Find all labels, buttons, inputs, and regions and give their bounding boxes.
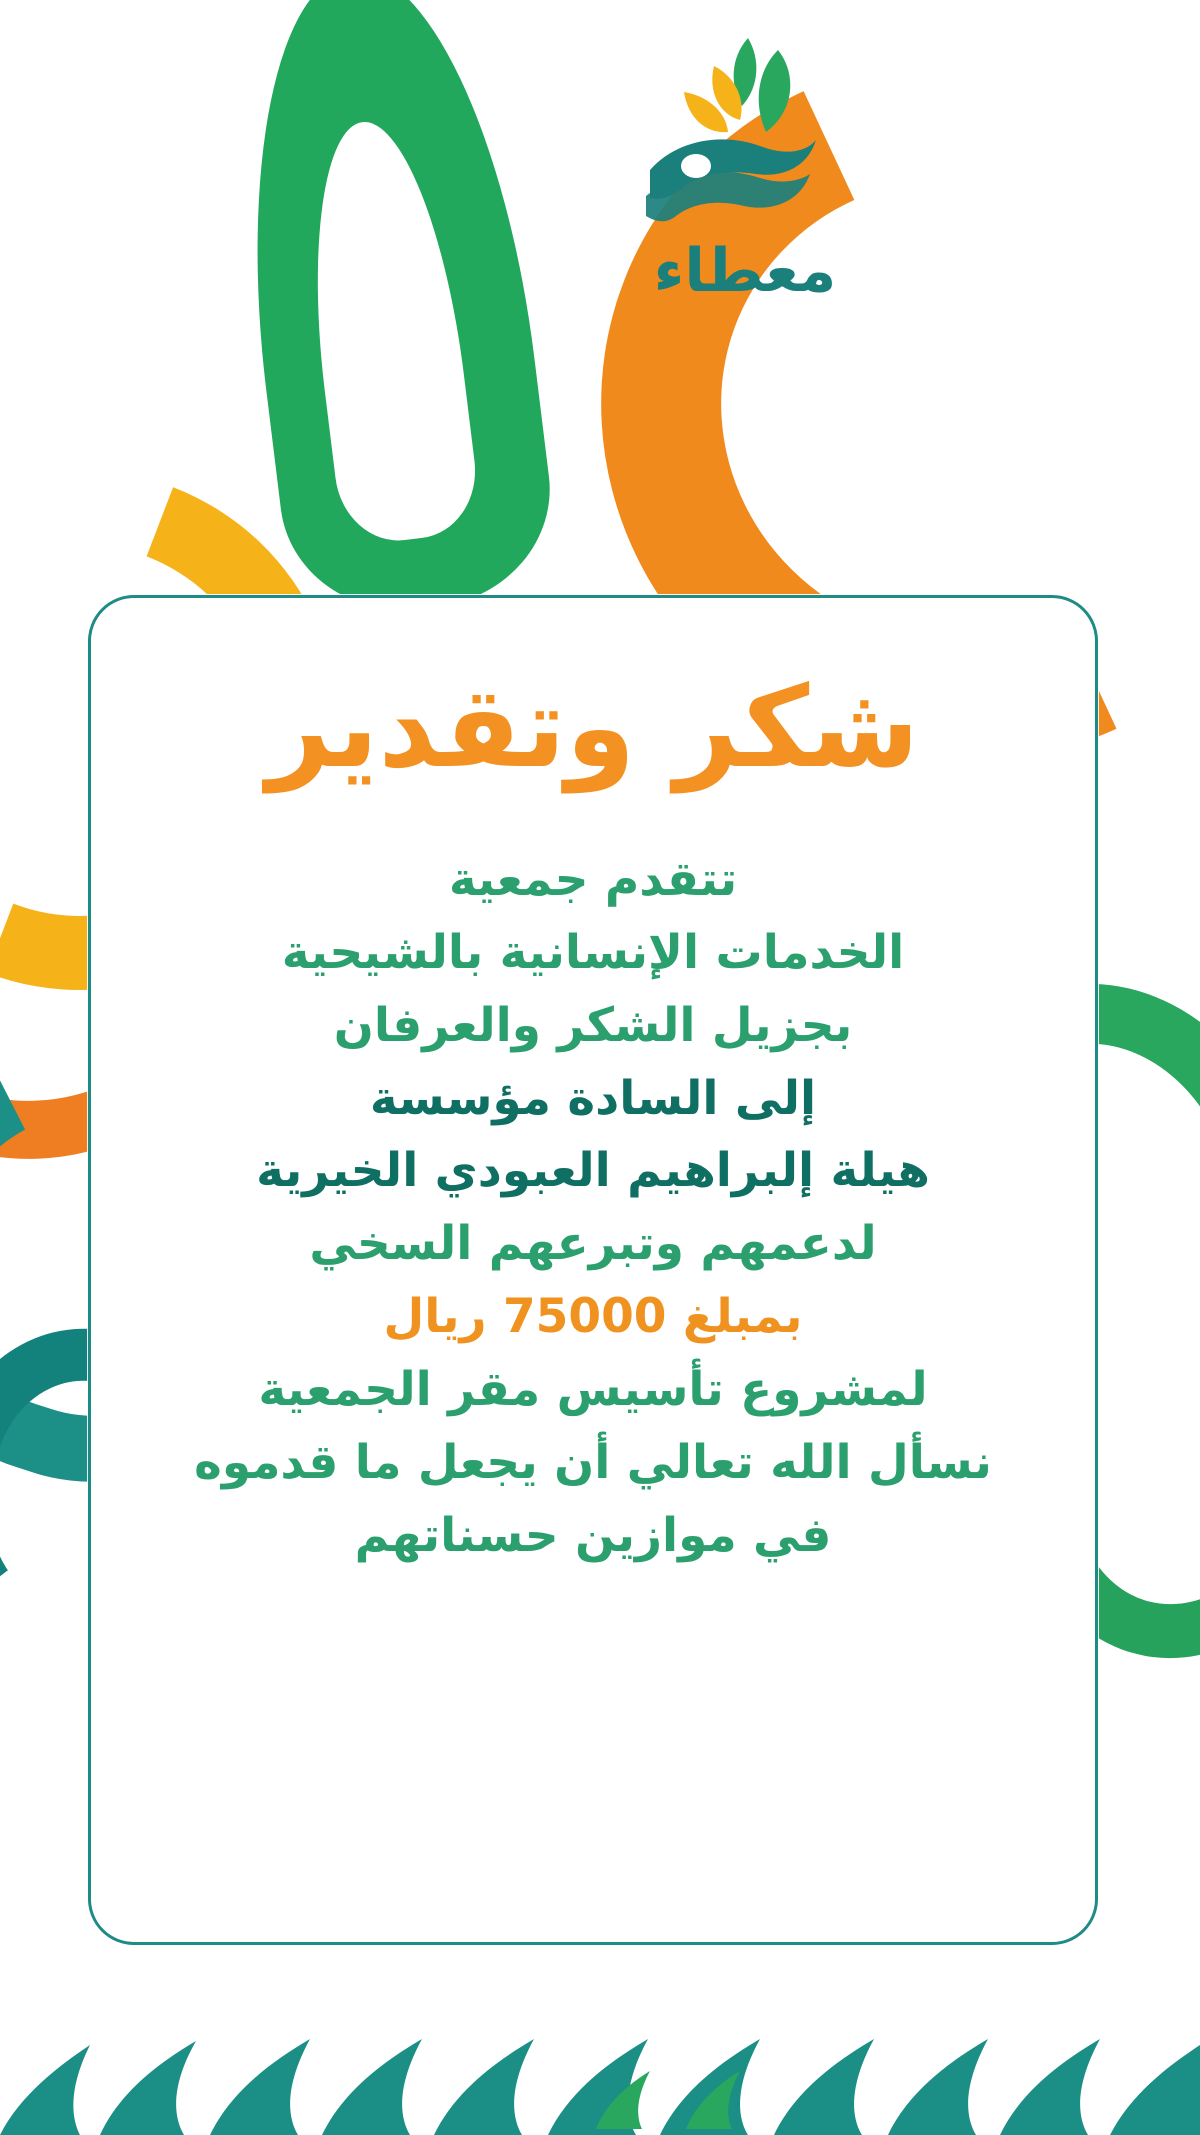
body-line-2: الخدمات الإنسانية بالشيحية	[281, 924, 905, 980]
logo-wordmark: معطاء	[653, 236, 837, 306]
body-line-5: هيلة إلبراهيم العبودي الخيرية	[256, 1143, 930, 1199]
certificate-body	[161, 844, 1025, 1572]
leaf-icon	[759, 50, 791, 132]
body-line-10: في موازين حسناتهم	[354, 1507, 832, 1563]
green-flame-shape	[217, 0, 563, 624]
body-line-6: لدعمهم وتبرعهم السخي	[309, 1216, 877, 1272]
donation-amount: بمبلغ 75000 ريال	[383, 1289, 803, 1345]
body-line-4: إلى السادة مؤسسة	[369, 1070, 817, 1126]
logo-mark	[610, 20, 880, 250]
certificate-title: شكر وتقدير	[266, 663, 920, 793]
maata-logo	[610, 20, 880, 310]
bottom-flames-strip	[0, 2025, 1200, 2135]
body-line-1: تتقدم جمعية	[448, 852, 738, 907]
body-line-9: نسأل الله تعالي أن يجعل ما قدموه	[194, 1434, 992, 1490]
body-line-8: لمشروع تأسيس مقر الجمعية	[258, 1361, 928, 1417]
hand-inner-gap	[681, 154, 711, 178]
certificate-card	[88, 595, 1098, 1945]
body-line-3: بجزيل الشكر والعرفان	[333, 997, 853, 1053]
